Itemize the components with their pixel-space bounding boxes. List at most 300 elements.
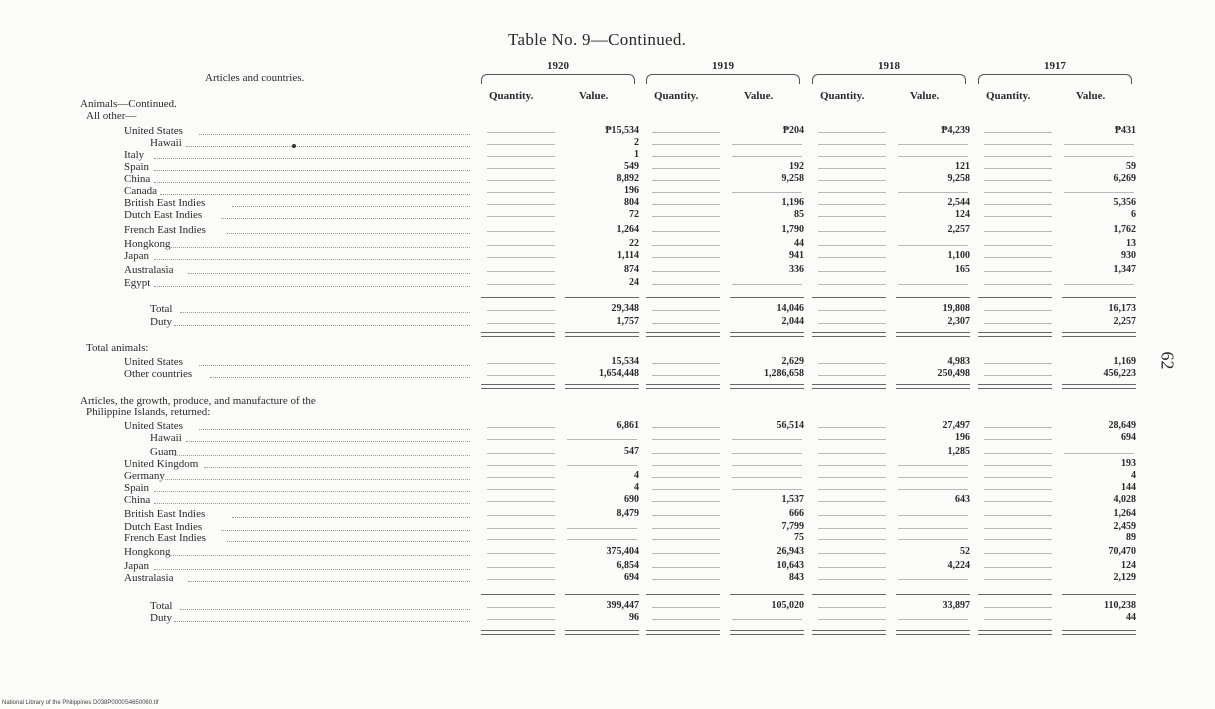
quantity-blank <box>652 231 720 232</box>
value-cell: 549 <box>624 161 639 172</box>
value-blank <box>898 284 968 285</box>
quantity-blank <box>984 271 1052 272</box>
quantity-blank <box>818 257 886 258</box>
quantity-blank <box>818 375 886 376</box>
table-row <box>0 368 1215 380</box>
quantity-blank <box>652 245 720 246</box>
double-rule <box>565 384 639 389</box>
value-cell: 4 <box>634 470 639 481</box>
row-label: Dutch East Indies <box>124 521 203 533</box>
quantity-blank <box>984 310 1052 311</box>
value-cell: 1,790 <box>781 224 804 235</box>
double-rule <box>646 384 720 389</box>
quantity-blank <box>487 180 555 181</box>
table-row <box>0 612 1215 624</box>
quantity-blank <box>652 619 720 620</box>
double-rule <box>730 384 804 389</box>
ink-dot <box>292 144 296 148</box>
quantity-header: Quantity. <box>820 90 865 102</box>
leader-dots <box>165 479 470 480</box>
value-blank <box>732 284 802 285</box>
double-rule <box>565 630 639 635</box>
quantity-blank <box>487 168 555 169</box>
row-label: Total <box>150 303 173 315</box>
quantity-blank <box>487 245 555 246</box>
quantity-blank <box>818 477 886 478</box>
double-rule <box>730 332 804 337</box>
value-cell: 456,223 <box>1103 368 1136 379</box>
quantity-blank <box>487 607 555 608</box>
double-rule <box>978 384 1052 389</box>
quantity-blank <box>818 539 886 540</box>
quantity-blank <box>818 465 886 466</box>
leader-dots <box>171 555 470 556</box>
year-brace <box>646 74 800 84</box>
quantity-blank <box>487 257 555 258</box>
quantity-blank <box>652 579 720 580</box>
value-cell: 96 <box>629 612 639 623</box>
leader-dots <box>154 158 470 159</box>
total-rule <box>730 297 804 298</box>
value-cell: 8,892 <box>616 173 639 184</box>
table-row <box>0 303 1215 315</box>
value-cell: 2 <box>634 137 639 148</box>
quantity-blank <box>652 192 720 193</box>
leader-dots <box>227 233 470 234</box>
quantity-blank <box>984 204 1052 205</box>
quantity-header: Quantity. <box>654 90 699 102</box>
quantity-blank <box>984 375 1052 376</box>
value-header: Value. <box>744 90 774 102</box>
row-label: United States <box>124 125 183 137</box>
quantity-blank <box>487 284 555 285</box>
value-header: Value. <box>1076 90 1106 102</box>
leader-dots <box>180 312 470 313</box>
double-rule <box>646 630 720 635</box>
row-label: Spain <box>124 482 150 494</box>
quantity-blank <box>487 231 555 232</box>
value-cell: 690 <box>624 494 639 505</box>
leader-dots <box>174 621 470 622</box>
quantity-blank <box>652 375 720 376</box>
double-rule <box>812 332 886 337</box>
table-row <box>0 546 1215 558</box>
quantity-blank <box>818 284 886 285</box>
value-cell: 19,808 <box>942 303 970 314</box>
quantity-blank <box>818 567 886 568</box>
table-row <box>0 572 1215 584</box>
year-brace <box>481 74 635 84</box>
table-row <box>0 224 1215 236</box>
value-blank <box>732 465 802 466</box>
leader-dots <box>174 455 470 456</box>
quantity-header: Quantity. <box>489 90 534 102</box>
quantity-blank <box>984 144 1052 145</box>
leader-dots <box>174 325 470 326</box>
table-row <box>0 316 1215 328</box>
value-cell: 1,100 <box>947 250 970 261</box>
value-cell: 375,404 <box>606 546 639 557</box>
double-rule <box>481 332 555 337</box>
quantity-blank <box>818 489 886 490</box>
value-cell: 1,264 <box>616 224 639 235</box>
value-cell: 1,347 <box>1113 264 1136 275</box>
quantity-blank <box>652 132 720 133</box>
quantity-blank <box>984 156 1052 157</box>
footer-caption: National Library of the Philippines D038P0000S4650060.tif <box>2 700 159 706</box>
quantity-blank <box>487 132 555 133</box>
value-cell: 59 <box>1126 161 1136 172</box>
leader-dots <box>221 530 470 531</box>
quantity-blank <box>818 323 886 324</box>
quantity-blank <box>984 180 1052 181</box>
leader-dots <box>186 441 470 442</box>
leader-dots <box>199 134 470 135</box>
quantity-blank <box>487 453 555 454</box>
value-blank <box>1064 453 1134 454</box>
total-rule <box>896 594 970 595</box>
quantity-blank <box>984 579 1052 580</box>
value-cell: 941 <box>789 250 804 261</box>
row-label: Hawaii <box>150 432 182 444</box>
table-row <box>0 173 1215 185</box>
leader-dots <box>199 429 470 430</box>
row-label: Hawaii <box>150 137 182 149</box>
year-1: 1919 <box>712 60 734 72</box>
total-rule <box>565 297 639 298</box>
value-blank <box>732 489 802 490</box>
leader-dots <box>188 581 470 582</box>
total-rule <box>812 297 886 298</box>
table-row <box>0 137 1215 149</box>
leader-dots <box>210 377 470 378</box>
value-cell: 643 <box>955 494 970 505</box>
double-rule <box>481 630 555 635</box>
quantity-blank <box>984 216 1052 217</box>
leader-dots <box>154 182 470 183</box>
quantity-blank <box>652 607 720 608</box>
leader-dots <box>154 491 470 492</box>
value-blank <box>898 465 968 466</box>
table-row <box>0 532 1215 544</box>
value-cell: 52 <box>960 546 970 557</box>
value-cell: 1,285 <box>947 446 970 457</box>
value-cell: 2,257 <box>947 224 970 235</box>
value-cell: 2,459 <box>1113 521 1136 532</box>
quantity-blank <box>652 257 720 258</box>
value-cell: 75 <box>794 532 804 543</box>
value-cell: 1 <box>634 149 639 160</box>
double-rule <box>978 332 1052 337</box>
value-cell: 5,356 <box>1113 197 1136 208</box>
value-cell: 16,173 <box>1108 303 1136 314</box>
quantity-blank <box>652 539 720 540</box>
value-blank <box>898 515 968 516</box>
quantity-blank <box>487 567 555 568</box>
quantity-blank <box>984 501 1052 502</box>
year-3: 1917 <box>1044 60 1066 72</box>
value-cell: 547 <box>624 446 639 457</box>
row-label: Italy <box>124 149 145 161</box>
leader-dots <box>180 609 470 610</box>
double-rule <box>1062 332 1136 337</box>
quantity-blank <box>652 427 720 428</box>
table-row <box>0 209 1215 221</box>
value-blank <box>732 453 802 454</box>
leader-dots <box>160 194 470 195</box>
quantity-blank <box>818 453 886 454</box>
quantity-blank <box>818 607 886 608</box>
quantity-blank <box>984 427 1052 428</box>
value-cell: 694 <box>624 572 639 583</box>
quantity-blank <box>818 168 886 169</box>
quantity-blank <box>652 310 720 311</box>
row-label: Germany <box>124 470 165 482</box>
row-label: Australasia <box>124 572 174 584</box>
table-row <box>0 482 1215 494</box>
quantity-blank <box>818 515 886 516</box>
value-cell: 13 <box>1126 238 1136 249</box>
value-blank <box>567 439 637 440</box>
value-cell: 72 <box>629 209 639 220</box>
table-row <box>0 600 1215 612</box>
total-rule <box>812 594 886 595</box>
value-blank <box>898 192 968 193</box>
double-rule <box>896 332 970 337</box>
value-cell: 28,649 <box>1108 420 1136 431</box>
value-cell: 26,943 <box>776 546 804 557</box>
table-row <box>0 458 1215 470</box>
value-cell: 4,983 <box>947 356 970 367</box>
value-cell: 250,498 <box>937 368 970 379</box>
value-blank <box>567 465 637 466</box>
table-row <box>0 197 1215 209</box>
value-cell: 2,044 <box>781 316 804 327</box>
quantity-blank <box>487 427 555 428</box>
leader-dots <box>154 259 470 260</box>
quantity-blank <box>818 156 886 157</box>
leader-dots <box>171 247 470 248</box>
quantity-blank <box>652 144 720 145</box>
value-blank <box>732 439 802 440</box>
quantity-blank <box>984 257 1052 258</box>
quantity-blank <box>984 539 1052 540</box>
value-cell: ₱4,239 <box>941 125 970 136</box>
quantity-blank <box>487 375 555 376</box>
quantity-blank <box>487 539 555 540</box>
value-blank <box>898 144 968 145</box>
value-cell: 15,534 <box>611 356 639 367</box>
table-row <box>0 342 1215 354</box>
value-blank <box>1064 284 1134 285</box>
articles-header: Articles and countries. <box>205 72 305 84</box>
row-label: United Kingdom <box>124 458 199 470</box>
row-label: British East Indies <box>124 508 206 520</box>
row-label: All other— <box>86 110 137 122</box>
quantity-blank <box>984 231 1052 232</box>
value-cell: 6,861 <box>616 420 639 431</box>
value-cell: 124 <box>1121 560 1136 571</box>
quantity-blank <box>487 553 555 554</box>
quantity-blank <box>984 465 1052 466</box>
value-cell: 1,757 <box>616 316 639 327</box>
quantity-blank <box>818 132 886 133</box>
value-cell: 666 <box>789 508 804 519</box>
value-cell: ₱15,534 <box>605 125 639 136</box>
row-label: Dutch East Indies <box>124 209 203 221</box>
table-row <box>0 238 1215 250</box>
value-cell: 6,854 <box>616 560 639 571</box>
quantity-blank <box>984 323 1052 324</box>
quantity-blank <box>487 579 555 580</box>
value-blank <box>898 477 968 478</box>
row-label: Duty <box>150 316 172 328</box>
year-brace <box>812 74 966 84</box>
value-blank <box>732 156 802 157</box>
value-blank <box>898 245 968 246</box>
quantity-blank <box>984 477 1052 478</box>
quantity-blank <box>652 168 720 169</box>
row-label: Japan <box>124 560 150 572</box>
value-cell: 6 <box>1131 209 1136 220</box>
value-blank <box>1064 144 1134 145</box>
page-title: Table No. 9—Continued. <box>508 30 687 49</box>
table-row <box>0 98 1215 110</box>
value-cell: 144 <box>1121 482 1136 493</box>
row-label: Canada <box>124 185 157 197</box>
quantity-blank <box>984 528 1052 529</box>
quantity-blank <box>652 489 720 490</box>
table-row <box>0 264 1215 276</box>
value-cell: 9,258 <box>947 173 970 184</box>
value-cell: 85 <box>794 209 804 220</box>
table-row <box>0 432 1215 444</box>
value-cell: 1,762 <box>1113 224 1136 235</box>
value-cell: 1,537 <box>781 494 804 505</box>
value-cell: ₱431 <box>1114 125 1136 136</box>
leader-dots <box>232 206 470 207</box>
quantity-blank <box>487 310 555 311</box>
table-row <box>0 508 1215 520</box>
quantity-blank <box>818 553 886 554</box>
row-label: Egypt <box>124 277 151 289</box>
quantity-blank <box>652 156 720 157</box>
quantity-blank <box>652 180 720 181</box>
quantity-blank <box>818 144 886 145</box>
value-cell: 124 <box>955 209 970 220</box>
value-cell: 1,169 <box>1113 356 1136 367</box>
value-blank <box>567 539 637 540</box>
row-label: United States <box>124 420 183 432</box>
value-cell: 44 <box>1126 612 1136 623</box>
double-rule <box>896 630 970 635</box>
quantity-blank <box>818 310 886 311</box>
value-cell: 165 <box>955 264 970 275</box>
quantity-blank <box>818 363 886 364</box>
value-header: Value. <box>579 90 609 102</box>
value-blank <box>732 619 802 620</box>
quantity-blank <box>487 619 555 620</box>
value-cell: 2,257 <box>1113 316 1136 327</box>
total-rule <box>1062 297 1136 298</box>
row-label: French East Indies <box>124 532 206 544</box>
row-label: China <box>124 494 151 506</box>
quantity-blank <box>984 284 1052 285</box>
table-row <box>0 250 1215 262</box>
value-cell: 7,799 <box>781 521 804 532</box>
quantity-blank <box>818 271 886 272</box>
leader-dots <box>154 170 470 171</box>
quantity-blank <box>984 567 1052 568</box>
value-blank <box>1064 156 1134 157</box>
value-cell: 694 <box>1121 432 1136 443</box>
quantity-blank <box>487 144 555 145</box>
double-rule <box>565 332 639 337</box>
quantity-blank <box>652 453 720 454</box>
quantity-blank <box>652 501 720 502</box>
leader-dots <box>232 517 470 518</box>
double-rule <box>978 630 1052 635</box>
value-blank <box>898 579 968 580</box>
value-cell: 2,544 <box>947 197 970 208</box>
value-cell: 1,654,448 <box>599 368 639 379</box>
value-blank <box>898 489 968 490</box>
value-cell: 193 <box>1121 458 1136 469</box>
value-cell: 2,629 <box>781 356 804 367</box>
value-cell: 27,497 <box>942 420 970 431</box>
double-rule <box>481 384 555 389</box>
total-rule <box>646 297 720 298</box>
value-blank <box>732 192 802 193</box>
quantity-blank <box>818 216 886 217</box>
row-label: Hongkong <box>124 238 171 250</box>
value-cell: 874 <box>624 264 639 275</box>
quantity-blank <box>487 439 555 440</box>
double-rule <box>730 630 804 635</box>
table-row <box>0 446 1215 458</box>
table-row <box>0 560 1215 572</box>
quantity-blank <box>487 501 555 502</box>
value-cell: 9,258 <box>781 173 804 184</box>
quantity-blank <box>487 528 555 529</box>
value-cell: 70,470 <box>1108 546 1136 557</box>
row-label: China <box>124 173 151 185</box>
leader-dots <box>227 541 470 542</box>
value-cell: 14,046 <box>776 303 804 314</box>
year-0: 1920 <box>547 60 569 72</box>
row-label: United States <box>124 356 183 368</box>
row-label: Duty <box>150 612 172 624</box>
value-cell: 1,286,658 <box>764 368 804 379</box>
quantity-blank <box>652 363 720 364</box>
quantity-blank <box>652 477 720 478</box>
row-label: Animals—Continued. <box>80 98 177 110</box>
leader-dots <box>154 286 470 287</box>
total-rule <box>565 594 639 595</box>
leader-dots <box>221 218 470 219</box>
quantity-blank <box>818 439 886 440</box>
quantity-blank <box>818 192 886 193</box>
quantity-blank <box>652 465 720 466</box>
value-cell: 29,348 <box>611 303 639 314</box>
total-rule <box>896 297 970 298</box>
value-cell: 2,129 <box>1113 572 1136 583</box>
leader-dots <box>199 365 470 366</box>
quantity-blank <box>984 489 1052 490</box>
quantity-blank <box>487 465 555 466</box>
quantity-blank <box>652 567 720 568</box>
value-cell: 22 <box>629 238 639 249</box>
